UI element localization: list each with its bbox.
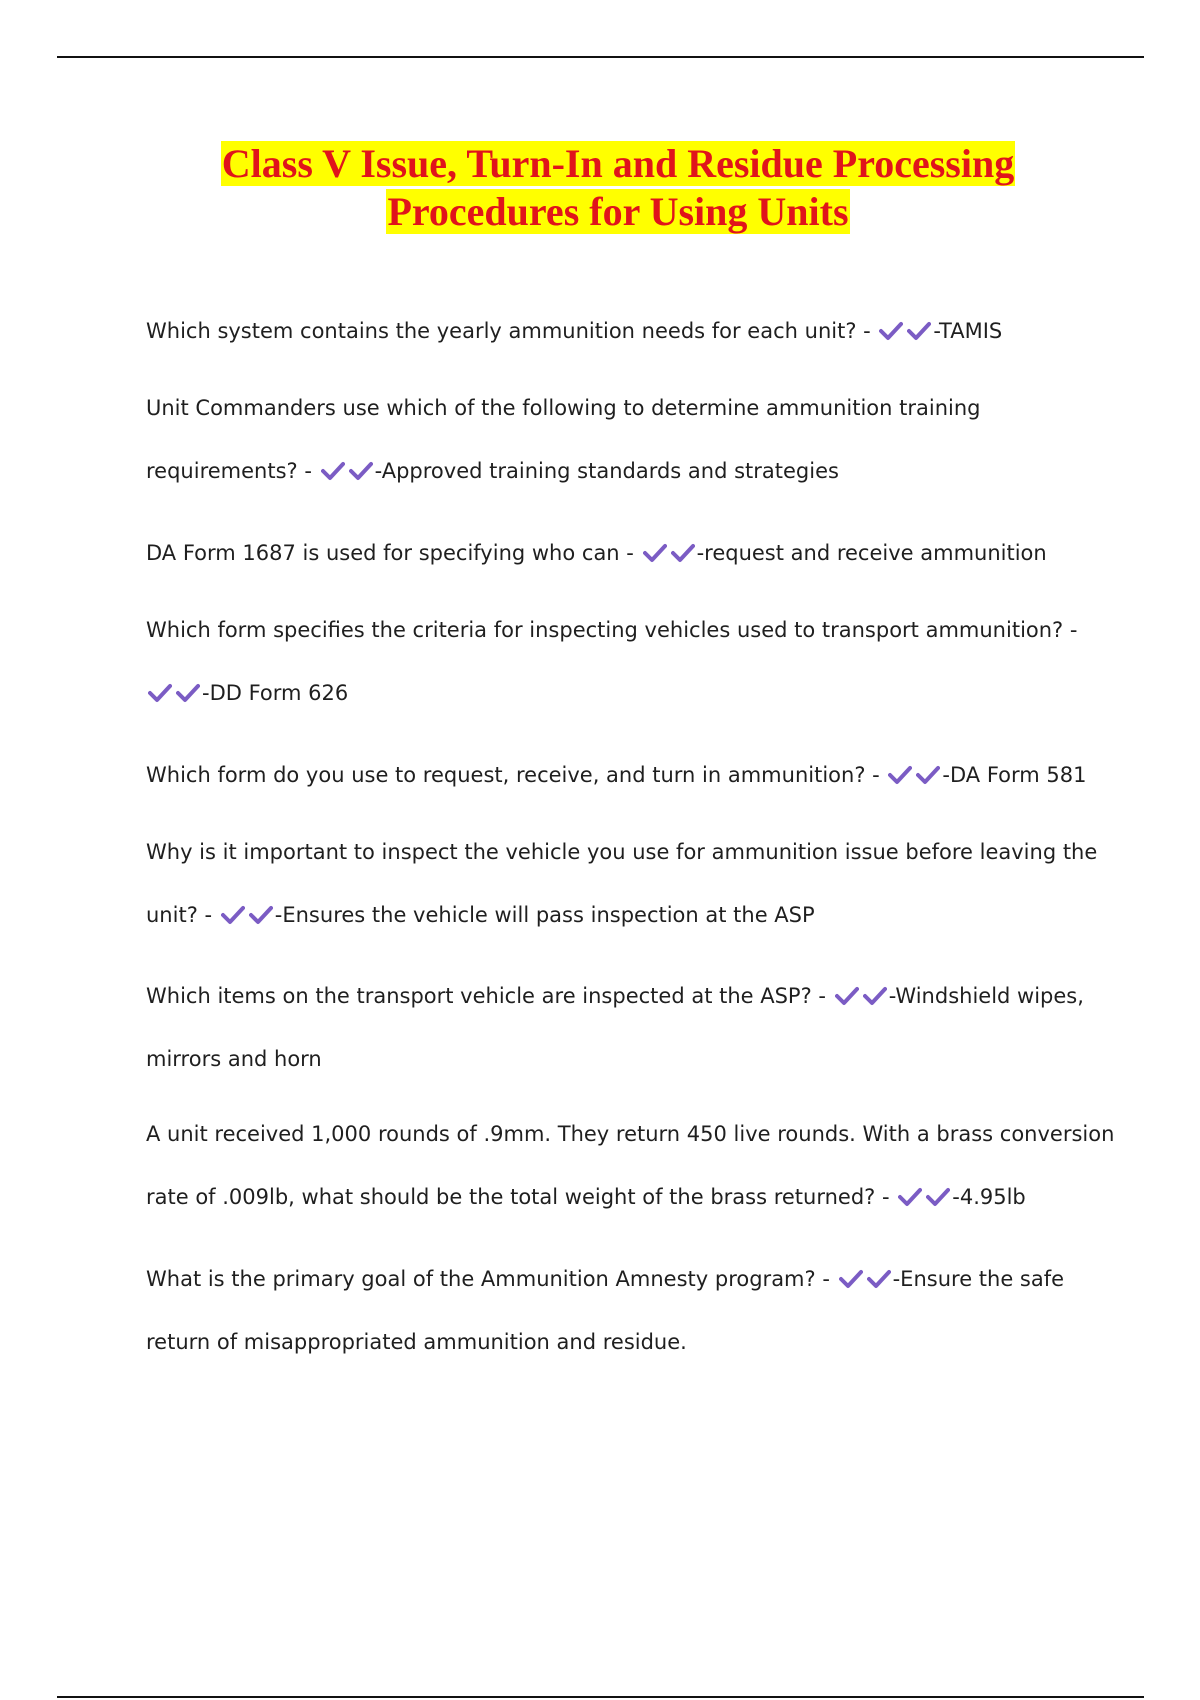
check-icon (867, 1269, 891, 1289)
check-icon (671, 543, 695, 563)
check-icon (221, 905, 245, 925)
question-text: unit? - (146, 903, 213, 927)
check-icon (863, 986, 887, 1006)
answer-text: -request and receive ammunition (696, 541, 1047, 565)
answer-text: -4.95lb (952, 1185, 1026, 1209)
question-text: rate of .009lb, what should be the total weight of the brass returned? - (146, 1185, 890, 1209)
answer-text: -Approved training standards and strategies (374, 459, 839, 483)
check-icon (879, 321, 903, 341)
question-text: Why is it important to inspect the vehicle you use for ammunition issue before leaving the (146, 840, 1098, 864)
answer-text: return of misappropriated ammunition and residue. (146, 1330, 687, 1354)
qa-item-2 (146, 377, 1086, 503)
question-text: A unit received 1,000 rounds of .9mm. They return 450 live rounds. With a brass conversion (146, 1122, 1115, 1146)
answer-text: -Ensure the safe (892, 1267, 1065, 1291)
question-text: Which form do you use to request, receive, and turn in ammunition? - (146, 763, 880, 787)
title-line-1: Class V Issue, Turn-In and Residue Processing (221, 141, 1015, 186)
question-text: requirements? - (146, 459, 312, 483)
check-icon (916, 765, 940, 785)
answer-text: mirrors and horn (146, 1047, 322, 1071)
qa-item-6 (146, 821, 1098, 947)
check-icon (907, 321, 931, 341)
top-rule (57, 56, 1144, 58)
question-text: Which form specifies the criteria for inspecting vehicles used to transport ammunition? - (146, 618, 1078, 642)
answer-text: -DD Form 626 (202, 681, 349, 705)
check-icon (176, 683, 200, 703)
qa-item-4 (146, 599, 1086, 725)
question-text: Unit Commanders use which of the following to determine ammunition training (146, 396, 981, 420)
question-text: DA Form 1687 is used for specifying who can - (146, 541, 634, 565)
qa-item-5 (146, 744, 1086, 807)
answer-text: -Ensures the vehicle will pass inspection at the ASP (274, 903, 815, 927)
question-text: What is the primary goal of the Ammunition Amnesty program? - (146, 1267, 830, 1291)
bottom-rule (57, 1696, 1144, 1698)
qa-item-1 (146, 300, 1086, 363)
question-text: Which system contains the yearly ammunition needs for each unit? - (146, 319, 871, 343)
answer-text: -Windshield wipes, (888, 984, 1084, 1008)
check-icon (321, 461, 345, 481)
check-icon (898, 1187, 922, 1207)
check-icon (835, 986, 859, 1006)
check-icon (888, 765, 912, 785)
question-text: Which items on the transport vehicle are inspected at the ASP? - (146, 984, 826, 1008)
check-icon (926, 1187, 950, 1207)
check-icon (643, 543, 667, 563)
check-icon (249, 905, 273, 925)
check-icon (839, 1269, 863, 1289)
answer-text: -DA Form 581 (942, 763, 1087, 787)
document-title (0, 140, 1200, 236)
qa-item-3 (146, 522, 1086, 585)
check-icon (148, 683, 172, 703)
qa-item-7 (146, 965, 1086, 1091)
check-icon (349, 461, 373, 481)
qa-item-8 (146, 1103, 1115, 1229)
answer-text: -TAMIS (933, 319, 1003, 343)
qa-item-9 (146, 1248, 1086, 1374)
title-line-2: Procedures for Using Units (387, 189, 849, 234)
